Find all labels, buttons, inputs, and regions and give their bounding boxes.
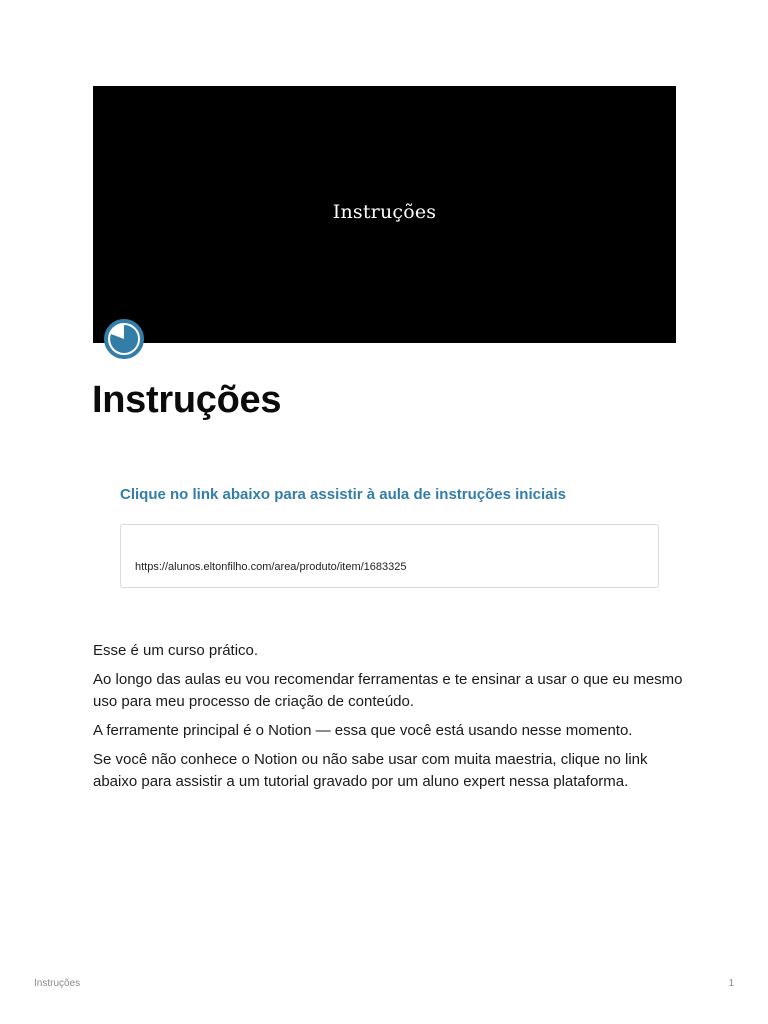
page-title: Instruções bbox=[92, 379, 282, 421]
paragraph: Esse é um curso prático. bbox=[93, 642, 259, 659]
paragraph: Se você não conhece o Notion ou não sabe usar com muita maestria, clique no link abaixo para assistir a um tutorial gravado por um aluno expert nessa plataforma. bbox=[93, 751, 648, 790]
paragraph: A ferramente principal é o Notion — essa que você está usando nesse momento. bbox=[93, 722, 633, 739]
link-bookmark[interactable] bbox=[120, 524, 659, 588]
footer-title: Instruções bbox=[34, 978, 81, 989]
body-text bbox=[93, 640, 683, 800]
cover-title: Instruções bbox=[332, 201, 437, 223]
cover-image bbox=[93, 86, 676, 343]
lesson-link[interactable]: https://alunos.eltonfilho.com/area/produto/item/1683325 bbox=[135, 561, 407, 573]
page-number: 1 bbox=[728, 978, 734, 989]
progress-circle-icon bbox=[102, 317, 146, 361]
paragraph: Ao longo das aulas eu vou recomendar ferramentas e te ensinar a usar o que eu mesmo uso para meu processo de criação de conteúdo. bbox=[93, 671, 683, 710]
callout-heading: Clique no link abaixo para assistir à aula de instruções iniciais bbox=[120, 486, 566, 503]
